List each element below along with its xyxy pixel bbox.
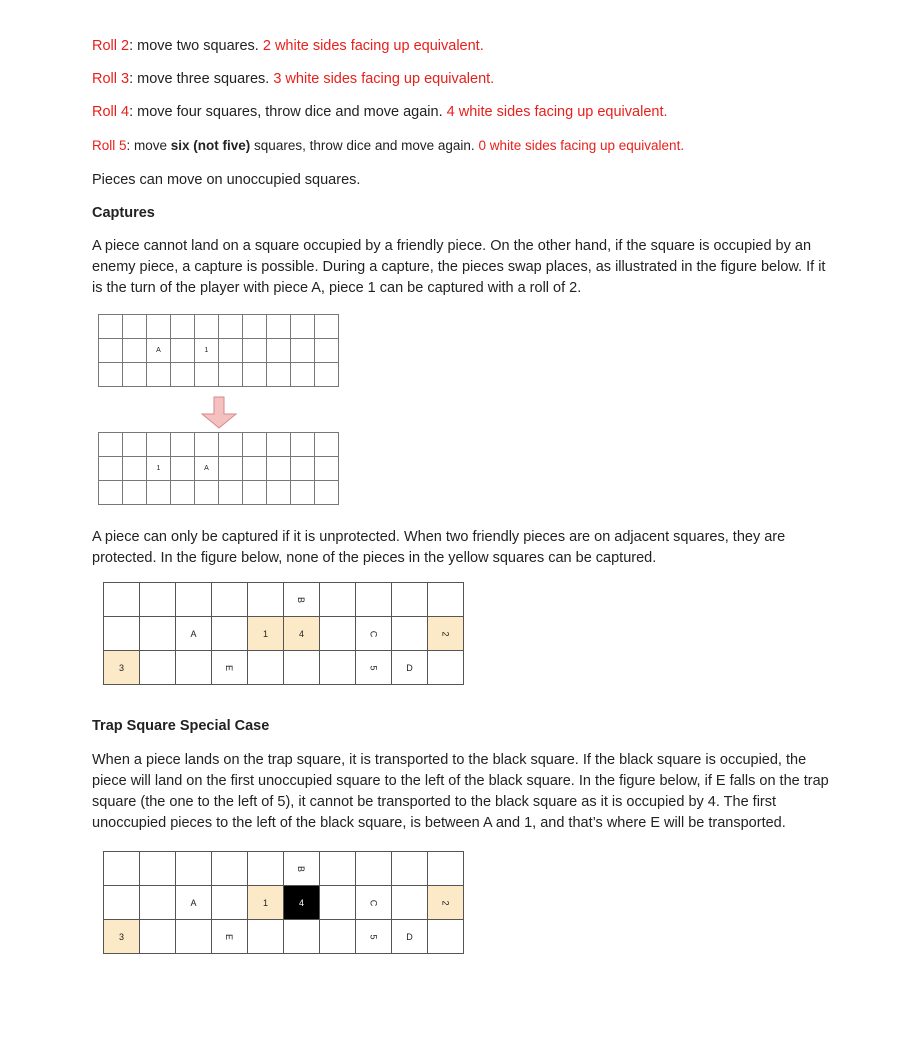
rule-text-after: squares, throw dice and move again. [250,138,479,153]
piece-a: A [176,617,212,651]
rule-roll-2 [92,38,484,54]
rule-roll-3 [92,71,494,87]
rule-roll-label: Roll 2 [92,38,130,54]
piece-2: 2 [428,617,464,651]
piece-a: A [176,886,212,920]
piece-a: A [195,457,219,481]
piece-d: D [392,651,428,685]
piece-5: 5 [356,920,392,954]
trap-paragraph: When a piece lands on the trap square, it is transported to the black square. If the black square is occupied, the piece will land on the first unoccupied square to the left of the black square. In the figure below, if E falls on the trap square (the one to the left of 5), it cannot be transported to the black square as it is occupied by 4. The first unoccupied pieces to the left of the black square, is between A and 1, and that’s where E will be transported. [92,752,829,831]
piece-d: D [392,920,428,954]
rule-text: : move two squares. [129,38,263,54]
rule-roll-label: Roll 4 [92,104,130,120]
captures-heading: Captures [92,205,155,221]
rule-roll-5 [92,138,684,153]
rule-roll-4 [92,104,668,120]
protected-paragraph: A piece can only be captured if it is unprotected. When two friendly pieces are on adjacent squares, they are protected. In the figure below, none of the pieces in the yellow squares can be captured. [92,529,786,566]
trap-board [103,851,464,954]
rule-text: : move [126,138,171,153]
piece-a: A [147,339,171,363]
rule-equivalent: 4 white sides facing up equivalent. [446,104,668,120]
piece-2: 2 [428,886,464,920]
black-square-piece-4: 4 [284,886,320,920]
rule-text: : move four squares, throw dice and move again. [129,104,447,120]
piece-5: 5 [356,651,392,685]
piece-b: B [284,852,320,886]
rule-equivalent: 2 white sides facing up equivalent. [262,38,484,54]
piece-c: C [356,886,392,920]
piece-e: E [212,651,248,685]
piece-1: 1 [195,339,219,363]
rule-roll-label: Roll 5 [92,138,127,153]
trap-heading: Trap Square Special Case [92,718,270,734]
piece-3: 3 [104,651,140,685]
piece-e: E [212,920,248,954]
rule-bold-text: six (not five) [170,138,251,153]
piece-3: 3 [104,920,140,954]
piece-1: 1 [147,457,171,481]
piece-c: C [356,617,392,651]
piece-4: 4 [284,617,320,651]
rule-roll-label: Roll 3 [92,71,130,87]
capture-board-before [98,314,339,387]
piece-1: 1 [248,886,284,920]
piece-1: 1 [248,617,284,651]
protection-board [103,582,464,685]
captures-paragraph: A piece cannot land on a square occupied by a friendly piece. On the other hand, if the square is occupied by an enemy piece, a capture is possible. During a capture, the pieces swap places, as illustrated in the figure below. If it is the turn of the player with piece A, piece 1 can be captured with a roll of 2. [92,238,826,296]
down-arrow-icon [199,396,239,430]
rule-equivalent: 0 white sides facing up equivalent. [478,138,685,153]
piece-b: B [284,583,320,617]
unoccupied-text: Pieces can move on unoccupied squares. [92,172,361,188]
rule-text: : move three squares. [129,71,274,87]
rule-equivalent: 3 white sides facing up equivalent. [273,71,495,87]
capture-board-after [98,432,339,505]
